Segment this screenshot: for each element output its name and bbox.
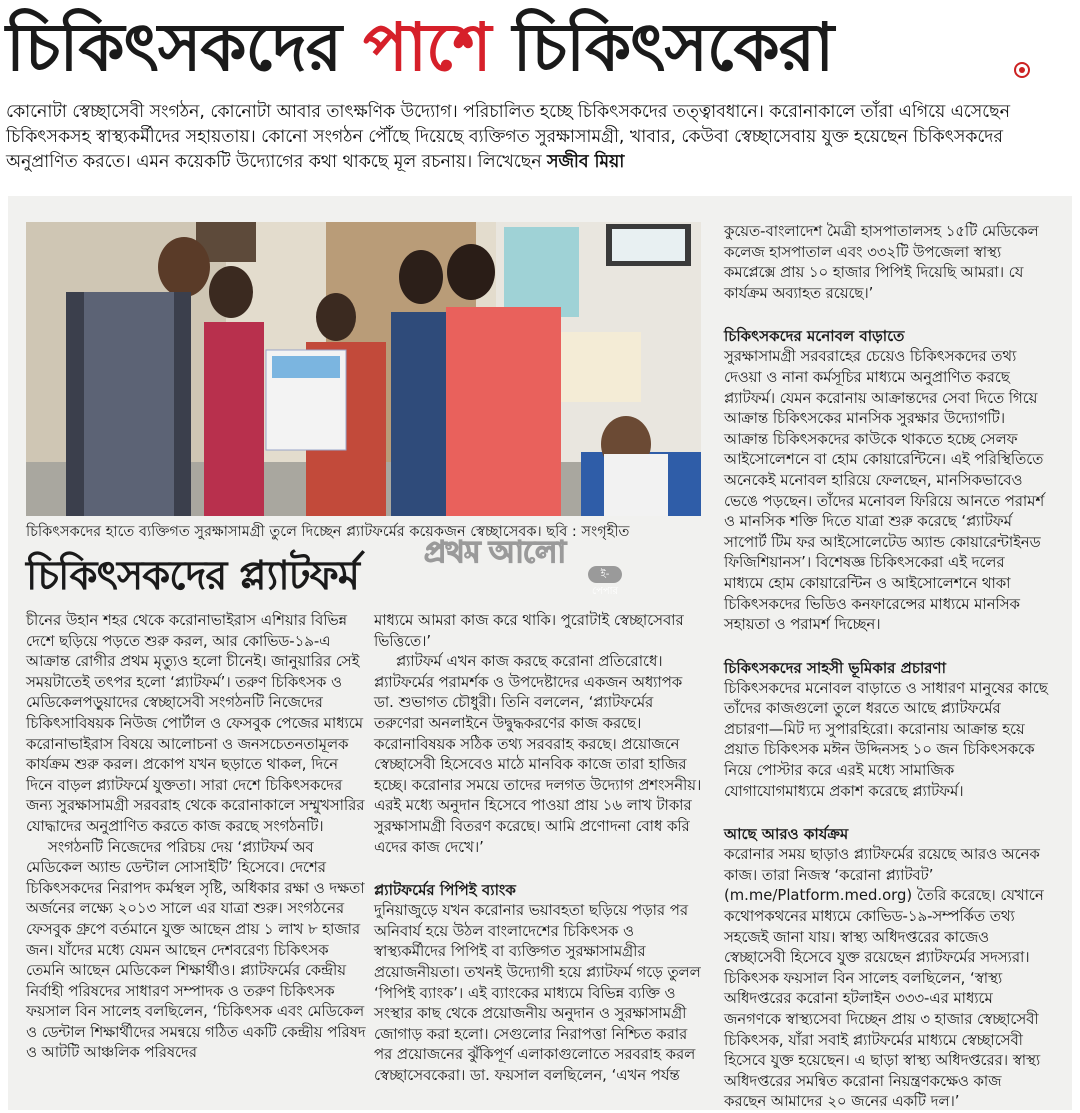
intro-text: কোনোটা স্বেচ্ছাসেবী সংগঠন, কোনোটা আবার তাৎক্ষণিক উদ্যোগ। পরিচালিত হচ্ছে চিকিৎসকদের তত্ত্বাবধানে। করোনাকালে তাঁরা এগিয়ে এসেছেন চিকিৎসকসহ স্বাস্থ্যকর্মীদের সহায়তায়। কোনো সংগঠন পৌঁছে দিয়েছে ব্যক্তিগত সুরক্ষাসামগ্রী, খাবার, কেউবা স্বেচ্ছাসেবায় যুক্ত হয়েছেন চিকিৎসকদের অনুপ্রাণিত করতে। এমন কয়েকটি উদ্যোগের কথা থাকছে মূল রচনায়। লিখেছেন bbox=[6, 102, 1010, 172]
paragraph: সংগঠনটি নিজেদের পরিচয় দেয় ‘প্ল্যাটফর্ম অব মেডিকেল অ্যান্ড ডেন্টাল সোসাইটি’ হিসেবে। দেশের চিকিৎসকদের নিরাপদ কর্মস্থল সৃষ্টি, অধিকার রক্ষা ও দক্ষতা অর্জনের লক্ষ্যে ২০১৩ সালে এর যাত্রা শুরু। সংগঠনের ফেসবুক গ্রুপে বর্তমানে যুক্ত আছেন প্রায় ১ লাখ ৮ হাজার জন। যাঁদের মধ্যে যেমন আছেন দেশবরেণ্য চিকিৎসক তেমনি আছেন মেডিকেল শিক্ষার্থীও। প্ল্যাটফর্মের কেন্দ্রীয় নির্বাহী পরিষদের সাধারণ সম্পাদক ও তরুণ চিকিৎসক ফয়সাল বিন সালেহ বলছিলেন, ‘চিকিৎসক এবং মেডিকেল ও ডেন্টাল শিক্ষার্থীদের সমন্বয়ে গঠিত একটি কেন্দ্রীয় পরিষদ ও আটটি আঞ্চলিক পরিষদের bbox=[26, 838, 366, 1062]
headline bbox=[6, 0, 1006, 96]
paragraph: চিকিৎসকদের মনোবল বাড়াতে ও সাধারণ মানুষের কাছে তাঁদের কাজগুলো তুলে ধরতে আছে প্ল্যাটফর্মের প্রচারণা—মিট দ্য সুপারহিরো। করোনায় আক্রান্ত হয়ে প্রয়াত চিকিৎসক মঈন উদ্দিনসহ ১০ জন চিকিৎসককে নিয়ে পোস্টার করে এরই মধ্যে সামাজিক যোগাযোগমাধ্যমে প্রকাশ করেছে প্ল্যাটফর্ম। bbox=[724, 679, 1048, 800]
photo-illustration bbox=[26, 222, 701, 516]
photo-caption: চিকিৎসকদের হাতে ব্যক্তিগত সুরক্ষাসামগ্রী তুলে দিচ্ছেন প্ল্যাটফর্মের কয়েকজন স্বেচ্ছাসেবক। ছবি : সংগৃহীত bbox=[26, 524, 630, 540]
paragraph: কুয়েত-বাংলাদেশ মৈত্রী হাসপাতালসহ ১৫টি মেডিকেল কলেজ হাসপাতাল এবং ৩৩২টি উপজেলা স্বাস্থ্য কমপ্লেক্সে প্রায় ১০ হাজার পিপিই দিয়েছি আমরা। যে কার্যক্রম অব্যাহত রয়েছে।’ bbox=[724, 223, 1039, 302]
paragraph: করোনার সময় ছাড়াও প্ল্যাটফর্মের রয়েছে আরও অনেক কাজ। তারা নিজস্ব ‘করোনা প্ল্যাটবট’ (m.me/Platform.med.org) তৈরি করেছে। যেখানে কথোপকথনের মাধ্যমে কোভিড-১৯-সম্পর্কিত তথ্য সহজেই জানা যায়। স্বাস্থ্য অধিদপ্তরের কাজেও স্বেচ্ছাসেবী হিসেবে যুক্ত রয়েছেন প্ল্যাটফর্মের সদস্যরা। চিকিৎসক ফয়সাল বিন সালেহ বলছিলেন, ‘স্বাস্থ্য অধিদপ্তরের করোনা হটলাইন ৩৩৩-এর মাধ্যমে জনগণকে স্বাস্থ্যসেবা দিচ্ছেন প্রায় ৩ হাজার স্বেচ্ছাসেবী চিকিৎসক, যাঁরা সবাই প্ল্যাটফর্মের মাধ্যমে স্বেচ্ছাসেবী হিসেবে যুক্ত হয়েছেন। এ ছাড়া স্বাস্থ্য অধিদপ্তরের। স্বাস্থ্য অধিদপ্তরের সমন্বিত করোনা নিয়ন্ত্রণকক্ষেও কাজ করছেন আমাদের ২০ জনের একটি দল।’ bbox=[724, 846, 1044, 1111]
section-heading: প্ল্যাটফর্মের পিপিই ব্যাংক bbox=[374, 881, 516, 900]
paragraph: সুরক্ষাসামগ্রী সরবরাহের চেয়েও চিকিৎসকদের তথ্য দেওয়া ও নানা কর্মসূচির মাধ্যমে অনুপ্রাণিত করছে প্ল্যাটফর্ম। যেমন করোনায় আক্রান্তদের সেবা দিতে গিয়ে আক্রান্ত চিকিৎসকের মানসিক সুরক্ষার উদ্যোগটি। আক্রান্ত চিকিৎসকদের কাউকে থাকতে হচ্ছে সেলফ আইসোলেশনে বা হোম কোয়ারেন্টিনে। এই পরিস্থিতিতে অনেকেই মনোবল হারিয়ে ফেলছেন, মানসিকভাবেও ভেঙে পড়ছেন। তাঁদের মনোবল ফিরিয়ে আনতে পরামর্শ ও মানসিক শক্তি দিতে যাত্রা শুরু করেছে ‘প্ল্যাটফর্ম সাপোর্ট টিম ফর আইসোলেটেড অ্যান্ড কোয়ারেন্টাইনড ফিজিশিয়ানস’। বিশেষজ্ঞ চিকিৎসকেরা এই দলের মাধ্যমে হোম কোয়ারেন্টিন ও আইসোলেশনে থাকা চিকিৎসকদের ভিডিও কনফারেন্সের মাধ্যমে মানসিক সহায়তা ও পরামর্শ দিচ্ছেন। bbox=[724, 348, 1045, 634]
column-1 bbox=[26, 611, 366, 1064]
section-title: চিকিৎসকদের প্ল্যাটফর্ম bbox=[26, 553, 360, 599]
author-name: সজীব মিয়া bbox=[547, 152, 625, 172]
column-2 bbox=[374, 611, 704, 1086]
target-icon bbox=[1014, 62, 1030, 78]
section-heading: চিকিৎসকদের মনোবল বাড়াতে bbox=[724, 327, 905, 346]
intro-paragraph bbox=[6, 100, 1074, 175]
watermark-subtitle: ই-পেপার bbox=[588, 566, 622, 583]
watermark-logo: প্রথম আলো bbox=[424, 535, 566, 570]
headline-highlight: পাশে bbox=[363, 9, 491, 86]
paragraph: প্ল্যাটফর্ম এখন কাজ করছে করোনা প্রতিরোধে। প্ল্যাটফর্মের পরামর্শক ও উপদেষ্টাদের একজন অধ্যাপক ডা. শুভাগত চৌধুরী। তিনি বললেন, ‘প্ল্যাটফর্মের তরুণেরা অনলাইনে উদ্বুদ্ধকরণের কাজ করছে। করোনাবিষয়ক সঠিক তথ্য সরবরাহ করছে। প্রয়োজনে স্বেচ্ছাসেবী হিসেবেও মাঠে মানবিক কাজে তারা হাজির হচ্ছে। করোনার সময়ে তাদের দলগত উদ্যোগ প্রশংসনীয়। এরই মধ্যে অনুদান হিসেবে পাওয়া প্রায় ১৬ লাখ টাকার সুরক্ষাসামগ্রী বিতরণ করেছে। আমি প্রণোদনা বোধ করি এদের কাজ দেখে।’ bbox=[374, 653, 702, 856]
column-3 bbox=[724, 222, 1048, 1113]
headline-part3: চিকিৎসকেরা bbox=[490, 9, 834, 86]
paragraph: চীনের উহান শহর থেকে করোনাভাইরাস এশিয়ার বিভিন্ন দেশে ছড়িয়ে পড়তে শুরু করল, আর কোভিড-১৯-এ আক্রান্ত রোগীর প্রথম মৃত্যুও হলো চীনেই। জানুয়ারির সেই সময়টাতেই তৎপর হলো ‘প্ল্যাটফর্ম’। তরুণ চিকিৎসক ও মেডিকেলপড়ুয়াদের স্বেচ্ছাসেবী সংগঠনটি নিজেদের চিকিৎসাবিষয়ক নিউজ পোর্টাল ও ফেসবুক পেজের মাধ্যমে করোনাভাইরাস বিষয়ে আলোচনা ও জনসচেতনতামূলক কার্যক্রম শুরু করল। প্রকোপ যখন ছড়াতে থাকল, দিনে দিনে বাড়ল প্ল্যাটফর্মে যুক্ততা। সারা দেশে চিকিৎসকদের জন্য সুরক্ষাসামগ্রী সরবরাহ থেকে করোনাকালে সম্মুখসারির যোদ্ধাদের অনুপ্রাণিত করতে কাজ করছে সংগঠনটি। bbox=[26, 612, 365, 835]
article-photo bbox=[26, 222, 701, 516]
section-heading: আছে আরও কার্যক্রম bbox=[724, 825, 849, 844]
section-heading: চিকিৎসকদের সাহসী ভূমিকার প্রচারণা bbox=[724, 658, 946, 677]
headline-part1: চিকিৎসকদের bbox=[6, 9, 364, 86]
paragraph: দুনিয়াজুড়ে যখন করোনার ভয়াবহতা ছড়িয়ে পড়ার পর অনিবার্য হয়ে উঠল বাংলাদেশের চিকিৎসক ও স্বাস্থ্যকর্মীদের পিপিই বা ব্যক্তিগত সুরক্ষাসামগ্রীর প্রয়োজনীয়তা। তখনই উদ্যোগী হয়ে প্ল্যাটফর্ম গড়ে তুলল ‘পিপিই ব্যাংক’। এই ব্যাংকের মাধ্যমে বিভিন্ন ব্যক্তি ও সংস্থার কাছ থেকে প্রয়োজনীয় অনুদান ও সুরক্ষাসামগ্রী জোগাড় করা হলো। সেগুলোর নিরাপত্তা নিশ্চিত করার পর প্রয়োজনের ঝুঁকিপূর্ণ এলাকাগুলোতে সরবরাহ করল স্বেচ্ছাসেবকেরা। ডা. ফয়সাল বলছিলেন, ‘এখন পর্যন্ত bbox=[374, 902, 701, 1084]
paragraph: মাধ্যমে আমরা কাজ করে থাকি। পুরোটাই স্বেচ্ছাসেবার ভিত্তিতে।’ bbox=[374, 612, 684, 650]
